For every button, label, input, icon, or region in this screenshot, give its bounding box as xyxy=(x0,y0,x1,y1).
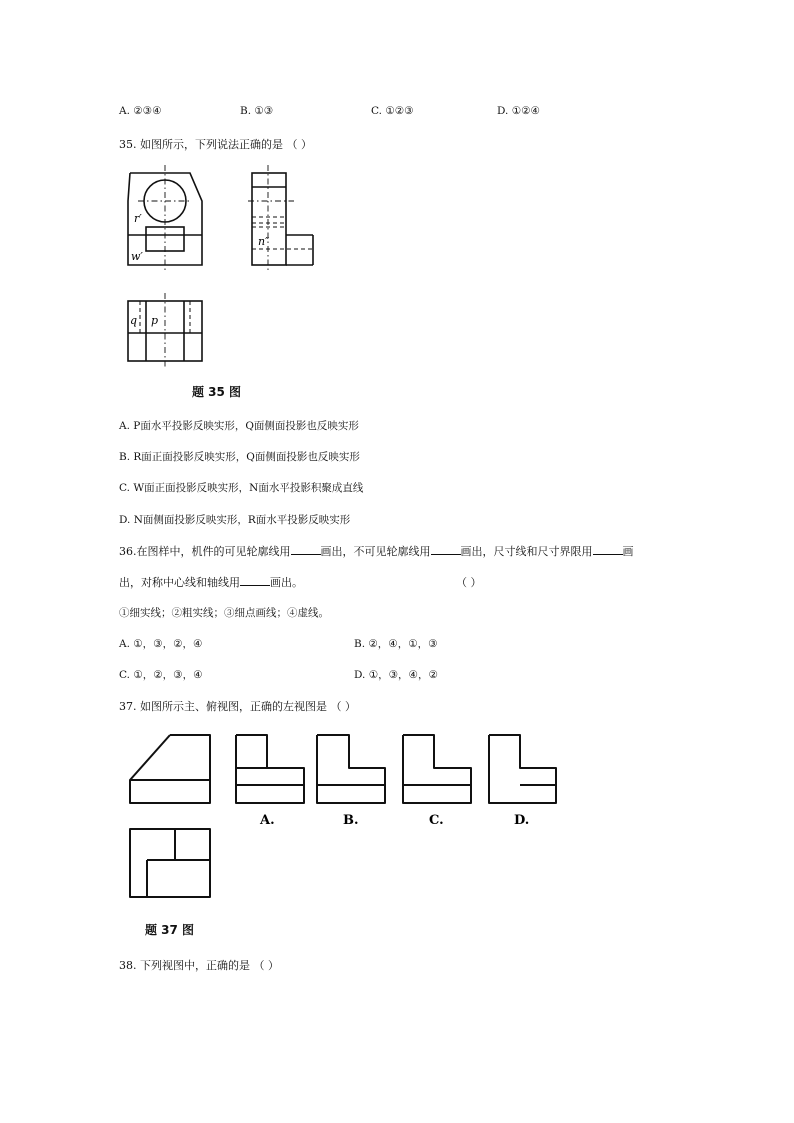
q36-blank-2 xyxy=(431,544,461,555)
label-q: q xyxy=(130,314,138,327)
q36-option-c: C. ①，②，③，④ xyxy=(119,669,203,681)
q35-caption: 题 35 图 xyxy=(192,385,242,399)
q35-option-d: D. N面侧面投影反映实形，R面水平投影反映实形 xyxy=(119,514,351,526)
q35-figure xyxy=(118,165,328,370)
label-p: p xyxy=(151,314,159,327)
label-w: w′ xyxy=(131,250,143,263)
q37-caption: 题 37 图 xyxy=(145,923,195,937)
choice-a-label: A. xyxy=(260,813,275,828)
q36-option-b: B. ②，④，①，③ xyxy=(354,638,438,650)
q38-stem: 38. 下列视图中，正确的是 （ ） xyxy=(119,959,279,972)
q36-answer-paren: （ ） xyxy=(456,576,482,589)
q36-part3: 画出，尺寸线和尺寸界限用 xyxy=(460,545,593,558)
q34-option-a: A. ②③④ xyxy=(119,105,162,117)
q34-option-c: C. ①②③ xyxy=(371,105,414,117)
q34-option-b: B. ①③ xyxy=(240,105,274,117)
q35-option-a: A. P面水平投影反映实形，Q面侧面投影也反映实形 xyxy=(119,420,359,432)
q35-option-c: C. W面正面投影反映实形，N面水平投影积聚成直线 xyxy=(119,482,364,494)
q36-part5: 出，对称中心线和轴线用 xyxy=(119,576,240,589)
q36-part4: 画 xyxy=(622,545,634,558)
q36-stem-line2 xyxy=(119,574,303,590)
q36-stem-line1 xyxy=(119,543,634,559)
q36-part2: 画出，不可见轮廓线用 xyxy=(320,545,431,558)
q36-legend: ①细实线；②粗实线；③细点画线；④虚线。 xyxy=(119,607,329,619)
choice-c-label: C. xyxy=(429,813,444,828)
q36-part6: 画出。 xyxy=(270,576,303,589)
q36-option-d: D. ①，③，④，② xyxy=(354,669,438,681)
choice-d-label: D. xyxy=(514,813,530,828)
label-r: r′ xyxy=(134,212,142,225)
q37-stem: 37. 如图所示主、俯视图，正确的左视图是 （ ） xyxy=(119,700,356,713)
q36-blank-3 xyxy=(593,544,623,555)
q34-option-d: D. ①②④ xyxy=(497,105,540,117)
q37-figure xyxy=(125,728,565,903)
q36-blank-1 xyxy=(291,544,321,555)
q35-option-b: B. R面正面投影反映实形，Q面侧面投影也反映实形 xyxy=(119,451,360,463)
q35-stem: 35. 如图所示，下列说法正确的是 （ ） xyxy=(119,138,312,151)
choice-b-label: B. xyxy=(343,813,359,828)
q36-blank-4 xyxy=(240,575,270,586)
q36-option-a: A. ①，③，②，④ xyxy=(119,638,203,650)
label-n: n″ xyxy=(258,235,270,248)
q36-part1: 36.在图样中，机件的可见轮廓线用 xyxy=(119,545,291,558)
